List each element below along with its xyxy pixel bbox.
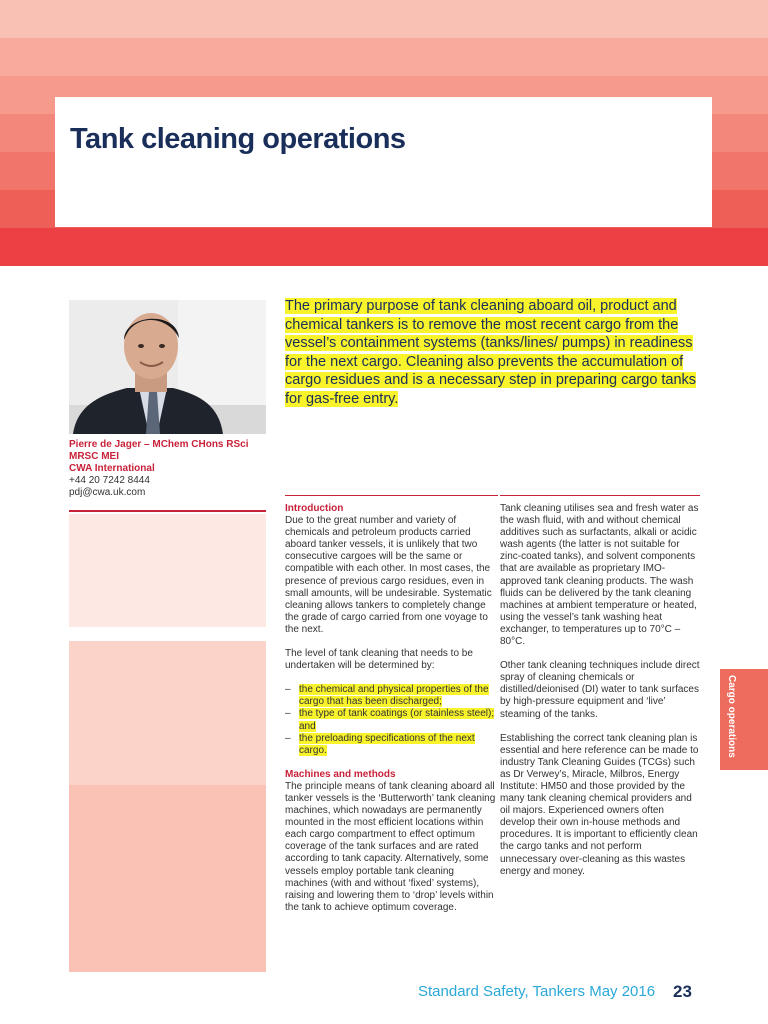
section-tab-label: Cargo operations <box>726 675 737 758</box>
title-box <box>55 97 712 227</box>
author-email[interactable]: pdj@cwa.uk.com <box>69 487 146 498</box>
bullet-dash: – <box>285 708 291 720</box>
page-number: 23 <box>673 982 692 1001</box>
list-item <box>285 708 498 732</box>
divider <box>69 510 266 512</box>
cleaning-plan-paragraph: Establishing the correct tank cleaning plan is essential and here reference can be made to industry Tank Cleaning Guides (TCGs) such as Dr Verwey’s, Miracle, Milbros, Energy Institute: HM50 and those provided by the many tank cleaning chemical providers and oil majors. Experienced owners often develop their own in-house methods and procedures. It is important to efficiently clean the cargo tanks and not perform unnecessary over-cleaning as this wastes energy and money. <box>500 732 699 877</box>
bullet-list <box>285 684 498 757</box>
list-item-text: the type of tank coatings (or stainless steel); and <box>299 708 495 732</box>
list-item-text: the chemical and physical properties of the cargo that has been discharged; <box>299 684 489 708</box>
lead-paragraph <box>285 297 705 408</box>
bullet-dash: – <box>285 684 291 696</box>
decorative-block <box>69 785 266 972</box>
publication-footer: Standard Safety, Tankers May 2016 <box>418 983 656 1000</box>
page-title: Tank cleaning operations <box>70 123 406 155</box>
intro-paragraph: Due to the great number and variety of chemicals and petroleum products carried aboard tanker vessels, it is unlikely that two consecutive cargoes will be the same or compatible with each other. In most cases, the presence of previous cargo residues, even in small amounts, will be undesirable. Systematic cleaning allows tankers to completely change the grade of cargo carried from one voyage to the next. <box>285 515 492 635</box>
level-paragraph: The level of tank cleaning that needs to be undertaken will be determined by: <box>285 648 473 672</box>
banner-stripe <box>0 228 768 266</box>
column-divider <box>500 495 700 496</box>
author-photo <box>69 300 266 434</box>
author-company: CWA International <box>69 463 155 474</box>
person-silhouette <box>69 300 266 434</box>
list-item-text: the preloading specifications of the next cargo. <box>299 732 475 756</box>
wash-fluid-paragraph: Tank cleaning utilises sea and fresh water as the wash fluid, with and without chemical additives such as surfactants, alkali or acidic wash agents (the latter is not suitable for zinc-coated tanks), and solvent components that are available as proprietary IMO-approved tank cleaning products. The wash fluids can be delivered by the tank cleaning machines at ambient temperature or heated, using the vessel’s tank washing heat exchanger, to temperatures up to 70°C – 80°C. <box>500 503 699 648</box>
decorative-block <box>69 514 266 627</box>
section-tab[interactable] <box>720 669 768 770</box>
lead-text: The primary purpose of tank cleaning aboard oil, product and chemical tankers is to remove the most recent cargo from the vessel’s containment systems (tanks/lines/ pumps) in readiness for the next cargo. Cleaning also prevents the accumulation of cargo residues and is a necessary step in preparing cargo tanks for gas-free entry. <box>285 298 697 407</box>
left-column <box>285 495 498 926</box>
list-item <box>285 733 498 757</box>
author-qualification: MRSC MEI <box>69 451 119 462</box>
author-name: Pierre de Jager – MChem CHons RSci <box>69 439 249 450</box>
header-banner <box>0 0 768 266</box>
machines-paragraph: The principle means of tank cleaning aboard all tanker vessels is the ‘Butterworth’ tank cleaning machines, which nowadays are permanently mounted in the most efficient locations within each cargo compartment to effect optimum coverage of the tank surfaces and are rated according to tank capacity. Alternatively, some vessels employ portable tank cleaning machines (with and without ‘fixed’ systems), raising and lowering them to ‘drop’ levels within the tank to achieve optimum coverage. <box>285 780 496 913</box>
banner-stripe <box>0 0 768 38</box>
list-item <box>285 684 498 708</box>
machines-heading: Machines and methods <box>285 768 396 780</box>
bullet-dash: – <box>285 732 291 744</box>
column-divider <box>285 495 498 496</box>
decorative-block <box>69 627 266 641</box>
author-phone: +44 20 7242 8444 <box>69 475 150 486</box>
intro-heading: Introduction <box>285 503 344 514</box>
banner-stripe <box>0 38 768 76</box>
techniques-paragraph: Other tank cleaning techniques include direct spray of cleaning chemicals or distilled/deionised (DI) water to tank surfaces by high-pressure equipment and ‘live’ steaming of the tanks. <box>500 660 700 720</box>
author-info <box>69 439 269 499</box>
right-column <box>500 495 700 890</box>
decorative-block <box>69 641 266 785</box>
